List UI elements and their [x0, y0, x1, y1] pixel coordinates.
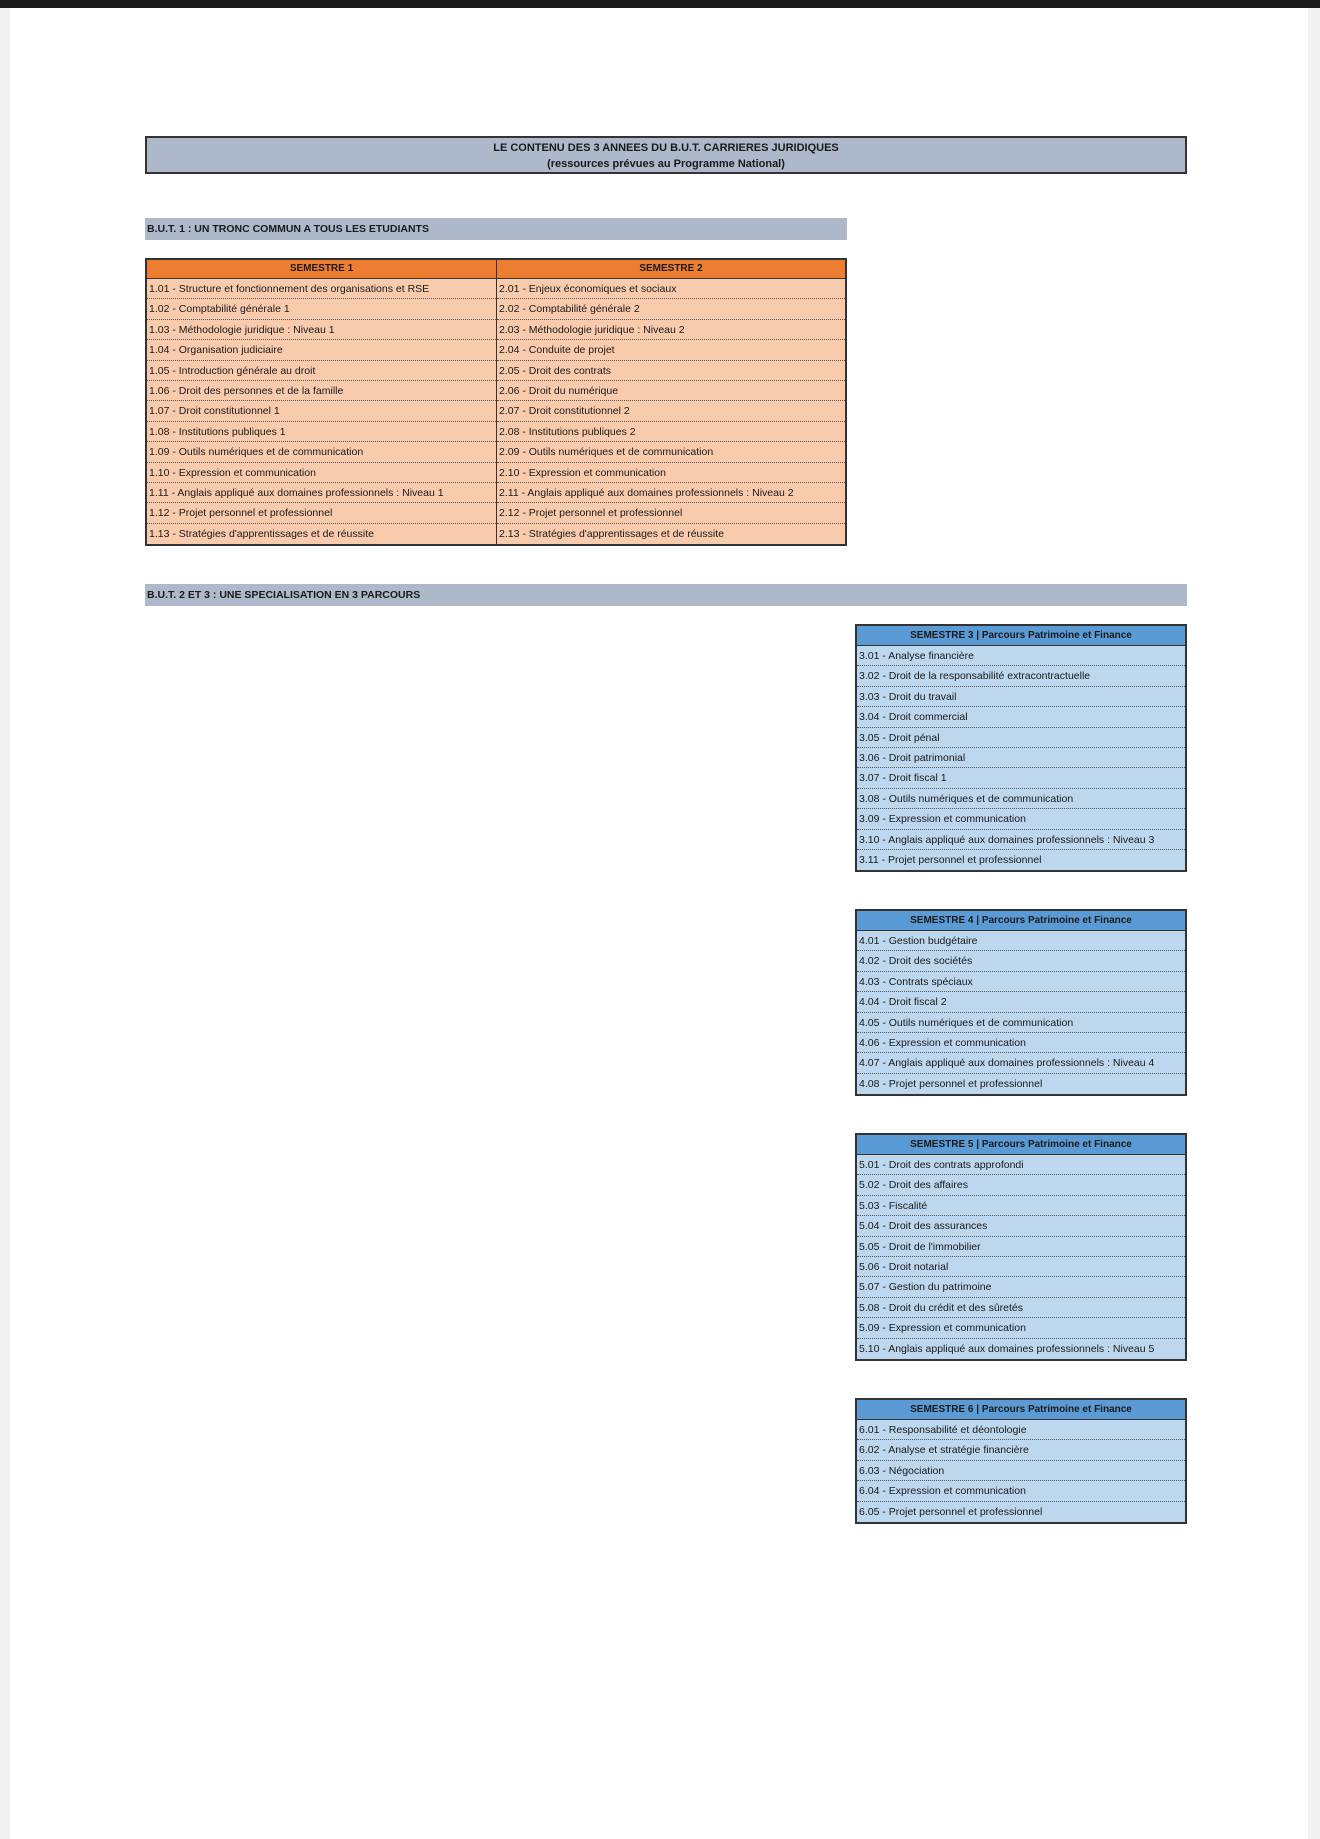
course-row: 1.06 - Droit des personnes et de la famille: [147, 381, 496, 401]
semestre-3-list: [857, 646, 1185, 870]
course-row: 3.05 - Droit pénal: [857, 728, 1185, 748]
course-row: 6.04 - Expression et communication: [857, 1481, 1185, 1501]
course-row: 4.07 - Anglais appliqué aux domaines professionnels : Niveau 4: [857, 1053, 1185, 1073]
course-row: 1.02 - Comptabilité générale 1: [147, 299, 496, 319]
course-row: 5.01 - Droit des contrats approfondi: [857, 1155, 1185, 1175]
semestre-6-header: SEMESTRE 6 | Parcours Patrimoine et Finance: [857, 1400, 1185, 1420]
course-row: 4.02 - Droit des sociétés: [857, 951, 1185, 971]
course-row: 4.01 - Gestion budgétaire: [857, 931, 1185, 951]
course-row: 1.08 - Institutions publiques 1: [147, 422, 496, 442]
course-row: 1.03 - Méthodologie juridique : Niveau 1: [147, 320, 496, 340]
tronc-commun-table: [145, 258, 847, 546]
course-row: 3.01 - Analyse financière: [857, 646, 1185, 666]
course-row: 6.03 - Négociation: [857, 1461, 1185, 1481]
section-but1-header: B.U.T. 1 : UN TRONC COMMUN A TOUS LES ETUDIANTS: [145, 218, 847, 240]
course-row: 2.09 - Outils numériques et de communication: [497, 442, 845, 462]
document-subtitle: (ressources prévues au Programme National): [547, 158, 785, 170]
semestre-1-header: SEMESTRE 1: [147, 260, 496, 279]
course-row: 1.10 - Expression et communication: [147, 463, 496, 483]
course-row: 1.11 - Anglais appliqué aux domaines professionnels : Niveau 1: [147, 483, 496, 503]
course-row: 4.08 - Projet personnel et professionnel: [859, 1077, 1043, 1090]
course-row: 5.10 - Anglais appliqué aux domaines professionnels : Niveau 5: [859, 1342, 1155, 1355]
document-title: LE CONTENU DES 3 ANNEES DU B.U.T. CARRIERES JURIDIQUES: [493, 142, 839, 154]
course-row: 1.13 - Stratégies d'apprentissages et de réussite: [149, 527, 374, 540]
semestre-5-table: [855, 1133, 1187, 1361]
course-row: 5.04 - Droit des assurances: [857, 1216, 1185, 1236]
course-row: 4.05 - Outils numériques et de communication: [857, 1013, 1185, 1033]
course-row: 4.06 - Expression et communication: [857, 1033, 1185, 1053]
course-row: 3.02 - Droit de la responsabilité extracontractuelle: [857, 666, 1185, 686]
course-row: 1.01 - Structure et fonctionnement des organisations et RSE: [147, 279, 496, 299]
course-row: 1.07 - Droit constitutionnel 1: [147, 401, 496, 421]
course-row: 4.04 - Droit fiscal 2: [857, 992, 1185, 1012]
course-row: 3.09 - Expression et communication: [857, 809, 1185, 829]
course-row: 5.02 - Droit des affaires: [857, 1175, 1185, 1195]
course-row: 2.03 - Méthodologie juridique : Niveau 2: [497, 320, 845, 340]
course-row: 3.08 - Outils numériques et de communication: [857, 789, 1185, 809]
course-row: 2.02 - Comptabilité générale 2: [497, 299, 845, 319]
course-row: 6.01 - Responsabilité et déontologie: [857, 1420, 1185, 1440]
semestre-6-list: [857, 1420, 1185, 1522]
semestre-2-column: [496, 260, 845, 544]
course-row: 3.03 - Droit du travail: [857, 687, 1185, 707]
document-title-box: [145, 136, 1187, 174]
course-row: 1.05 - Introduction générale au droit: [147, 361, 496, 381]
semestre-5-list: [857, 1155, 1185, 1359]
course-row: 4.03 - Contrats spéciaux: [857, 972, 1185, 992]
semestre-6-table: [855, 1398, 1187, 1524]
course-row: 5.07 - Gestion du patrimoine: [857, 1277, 1185, 1297]
course-row: 1.04 - Organisation judiciaire: [147, 340, 496, 360]
semestre-4-list: [857, 931, 1185, 1094]
semestre-2-header: SEMESTRE 2: [497, 260, 845, 279]
viewer-top-bar: [0, 0, 1320, 8]
course-row: 6.02 - Analyse et stratégie financière: [857, 1440, 1185, 1460]
document-page: [10, 8, 1308, 1839]
course-row: 5.03 - Fiscalité: [857, 1196, 1185, 1216]
course-row: 2.12 - Projet personnel et professionnel: [497, 503, 845, 523]
semestre-4-header: SEMESTRE 4 | Parcours Patrimoine et Finance: [857, 911, 1185, 931]
course-row: 2.05 - Droit des contrats: [497, 361, 845, 381]
course-row: 1.12 - Projet personnel et professionnel: [147, 503, 496, 523]
course-row: 2.07 - Droit constitutionnel 2: [497, 401, 845, 421]
course-row: 6.05 - Projet personnel et professionnel: [859, 1505, 1043, 1518]
semestre-4-table: [855, 909, 1187, 1096]
course-row: 3.04 - Droit commercial: [857, 707, 1185, 727]
course-row: 5.06 - Droit notarial: [857, 1257, 1185, 1277]
section-but23-header: B.U.T. 2 ET 3 : UNE SPECIALISATION EN 3 PARCOURS: [145, 584, 1187, 606]
course-row: 5.05 - Droit de l'immobilier: [857, 1237, 1185, 1257]
course-row: 5.09 - Expression et communication: [857, 1318, 1185, 1338]
course-row: 5.08 - Droit du crédit et des sûretés: [857, 1298, 1185, 1318]
semestre-5-header: SEMESTRE 5 | Parcours Patrimoine et Finance: [857, 1135, 1185, 1155]
semestre-2-list: [497, 279, 845, 544]
course-row: 2.01 - Enjeux économiques et sociaux: [497, 279, 845, 299]
semestre-1-list: [147, 279, 496, 544]
course-row: 3.10 - Anglais appliqué aux domaines professionnels : Niveau 3: [857, 830, 1185, 850]
course-row: 2.06 - Droit du numérique: [497, 381, 845, 401]
semestre-3-table: [855, 624, 1187, 872]
course-row: 3.11 - Projet personnel et professionnel: [859, 853, 1042, 866]
course-row: 3.06 - Droit patrimonial: [857, 748, 1185, 768]
course-row: 2.10 - Expression et communication: [497, 463, 845, 483]
course-row: 2.04 - Conduite de projet: [497, 340, 845, 360]
course-row: 1.09 - Outils numériques et de communication: [147, 442, 496, 462]
semestre-3-header: SEMESTRE 3 | Parcours Patrimoine et Finance: [857, 626, 1185, 646]
course-row: 2.13 - Stratégies d'apprentissages et de réussite: [499, 527, 724, 540]
course-row: 3.07 - Droit fiscal 1: [857, 768, 1185, 788]
course-row: 2.08 - Institutions publiques 2: [497, 422, 845, 442]
course-row: 2.11 - Anglais appliqué aux domaines professionnels : Niveau 2: [497, 483, 845, 503]
semestre-1-column: [147, 260, 496, 544]
